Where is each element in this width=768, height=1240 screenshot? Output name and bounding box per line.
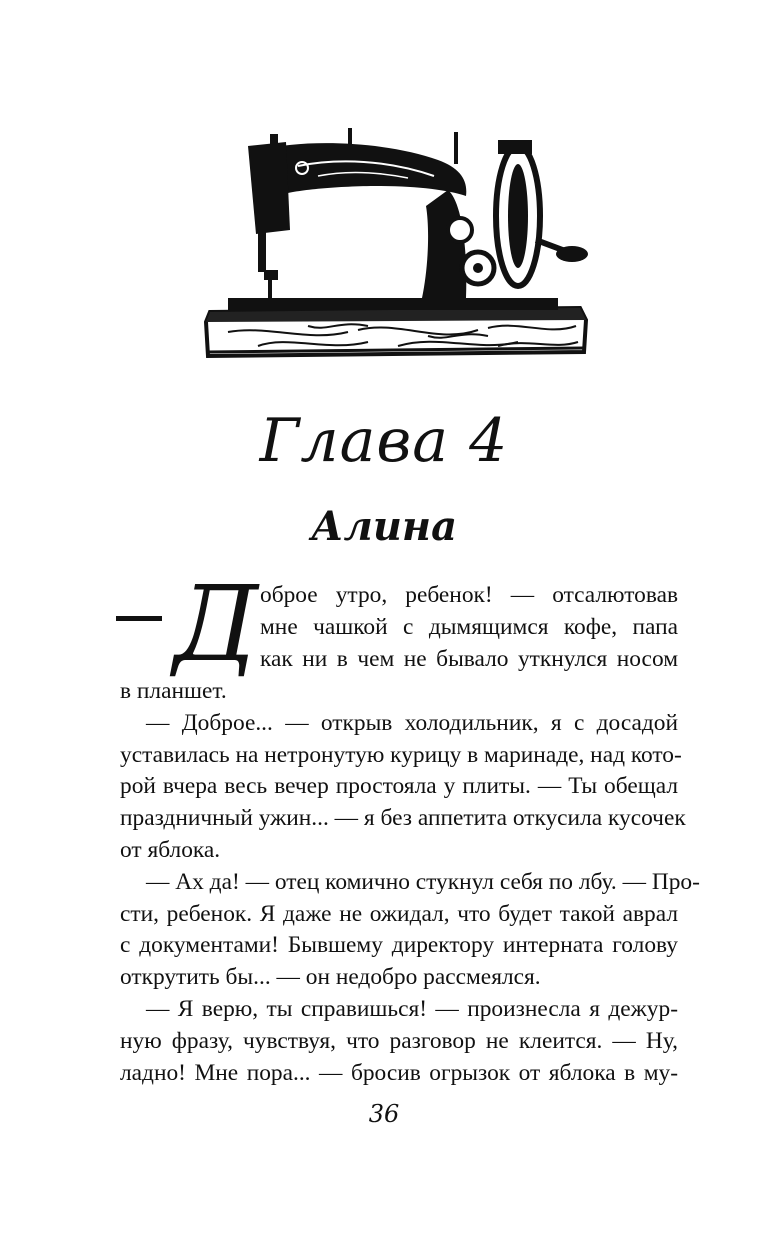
chapter-title: Глава 4 [259, 406, 509, 476]
paragraph [120, 994, 678, 1089]
chapter-subtitle: Алина [310, 503, 457, 550]
text-line: рой вчера весь вечер простояла у плиты. — Ты обещал [120, 773, 678, 800]
text-line: сти, ребенок. Я даже не ожидал, что будет такой аврал [120, 900, 678, 927]
dash-decoration [116, 616, 162, 621]
text-line: ную фразу, чувствуя, что разговор не клеится. — Ну, [120, 1027, 678, 1054]
page-number: 36 [368, 1100, 400, 1128]
sewing-machine-icon [198, 120, 590, 365]
text-line: оброе утро, ребенок! — отсалютовав [260, 582, 678, 608]
paragraph [120, 708, 686, 867]
paragraph [120, 867, 700, 994]
text-line: праздничный ужин... — я без аппетита откусила кусочек [120, 805, 686, 832]
body-text [120, 563, 700, 1089]
text-line: с документами! Бывшему директору интерната голову [120, 932, 678, 959]
drop-cap: Д [173, 563, 258, 685]
text-line: мне чашкой с дымящимся кофе, папа [260, 613, 678, 640]
text-line: от яблока. [120, 836, 221, 863]
text-line: — Я верю, ты справишься! — произнесла я дежур- [146, 995, 678, 1022]
text-line: открутить бы... — он недобро рассмеялся. [120, 964, 541, 991]
text-line: — Ах да! — отец комично стукнул себя по лбу. — Про- [146, 868, 700, 895]
text-line: как ни в чем не бывало уткнулся носом [260, 645, 678, 672]
text-line: уставилась на нетронутую курицу в маринаде, над кото- [120, 741, 682, 768]
text-line: — Доброе... — открыв холодильник, я с досадой [146, 709, 678, 736]
first-paragraph [120, 563, 678, 708]
text-line: в планшет. [120, 678, 227, 704]
text-line: ладно! Мне пора... — бросив огрызок от яблока в му- [120, 1059, 678, 1086]
